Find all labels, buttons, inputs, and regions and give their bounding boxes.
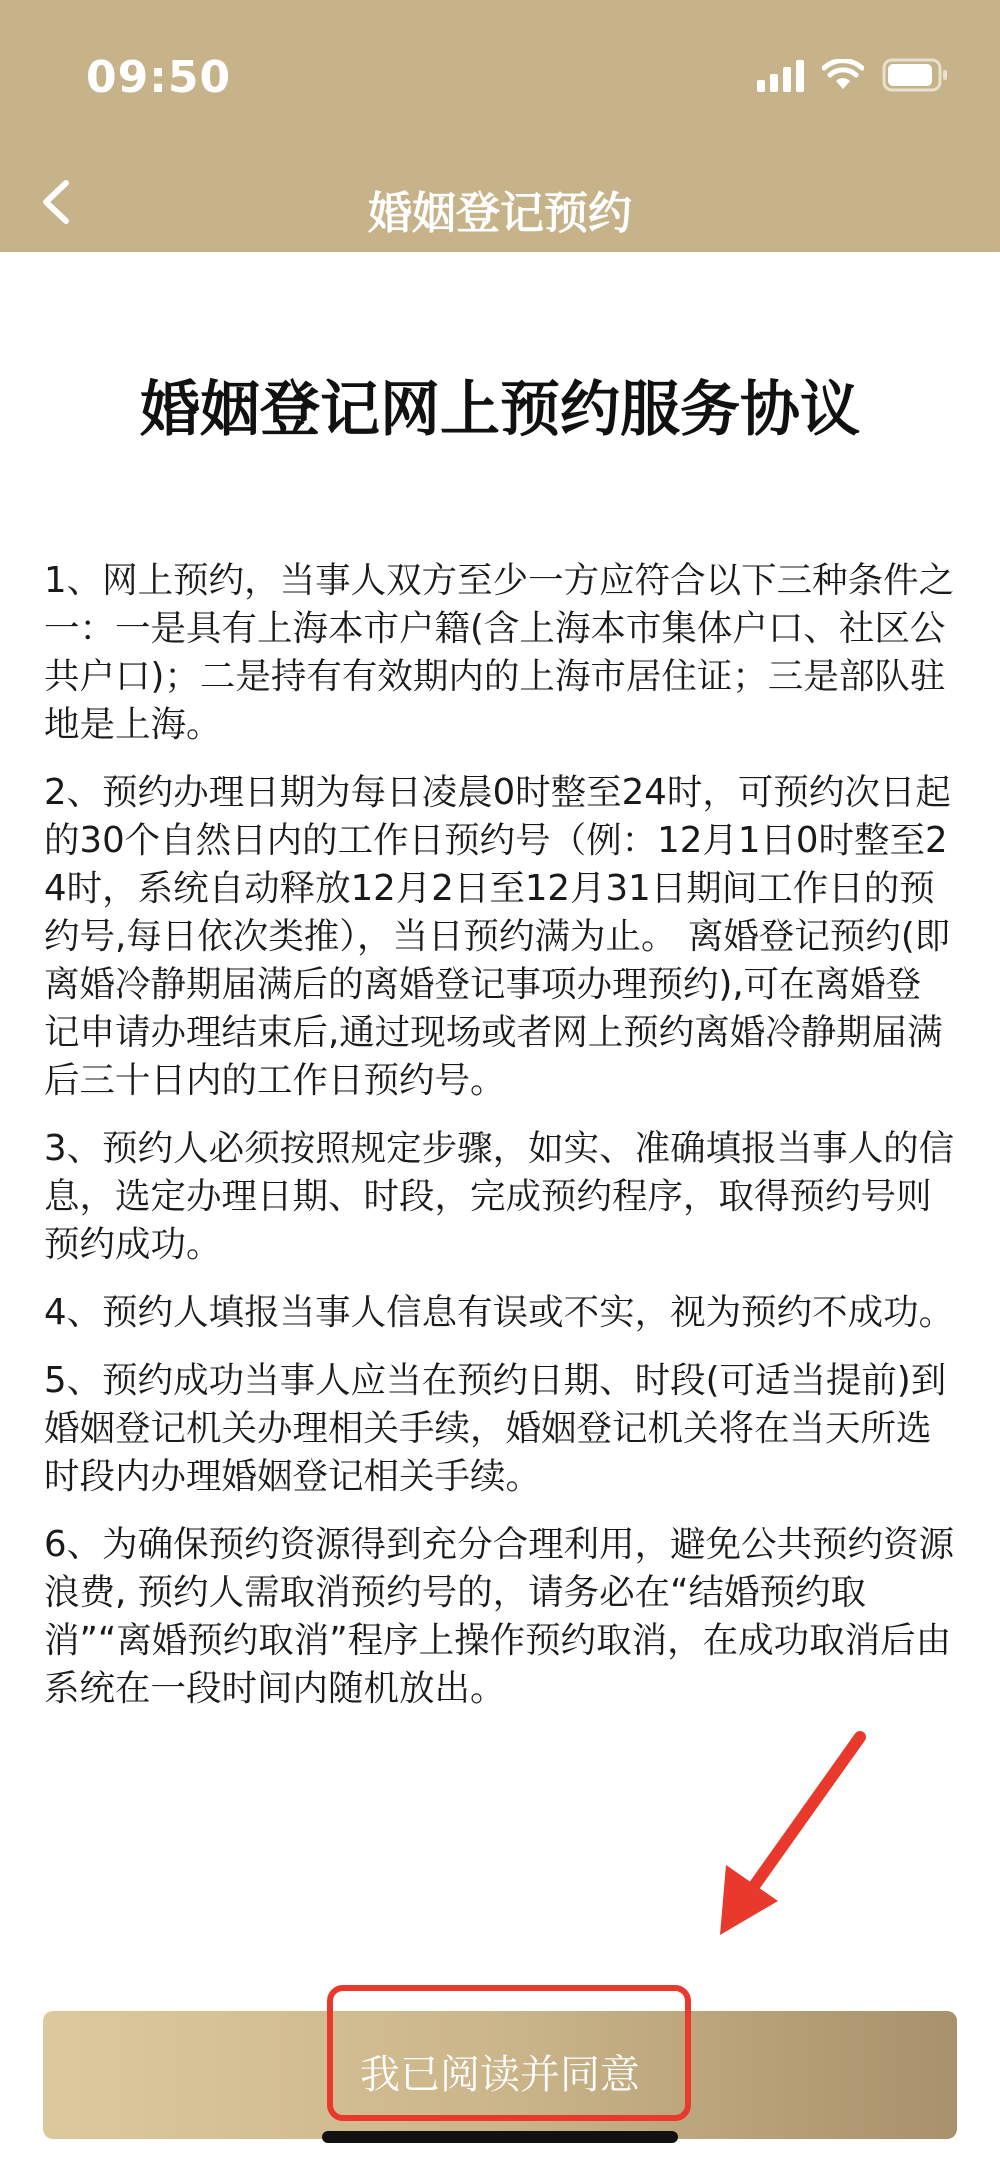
- agreement-clauses: [44, 557, 956, 1733]
- clause-1: 1、网上预约，当事人双方至少一方应符合以下三种条件之一：一是具有上海本市户籍(含上海本市集体户口、社区公共户口)；二是持有有效期内的上海市居住证；三是部队驻地是上海。: [44, 560, 955, 745]
- battery-icon: [882, 58, 948, 92]
- status-icons: [757, 58, 948, 92]
- annotation-arrow-icon: [700, 1725, 880, 1945]
- clause-2: 2、预约办理日期为每日凌晨0时整至24时，可预约次日起的30个自然日内的工作日预约号（例：12月1日0时整至24时，系统自动释放12月2日至12月31日期间工作日的预约号,每日依次类推），当日预约满为止。 离婚登记预约(即离婚冷静期届满后的离婚登记事项办理预约),可在离婚登记申请办理结束后,通过现场或者网上预约离婚冷静期届满后三十日内的工作日预约号。: [44, 772, 951, 1101]
- home-indicator: [322, 2131, 678, 2143]
- clause-3: 3、预约人必须按照规定步骤，如实、准确填报当事人的信息，选定办理日期、时段，完成预约程序，取得预约号则预约成功。: [44, 1128, 955, 1265]
- agreement-title: 婚姻登记网上预约服务协议: [140, 375, 860, 445]
- cellular-signal-icon: [757, 58, 804, 92]
- status-bar: [0, 0, 1000, 155]
- nav-bar: [0, 155, 1000, 252]
- status-time: 09:50: [86, 52, 232, 103]
- agree-button[interactable]: 我已阅读并同意: [43, 2011, 957, 2139]
- wifi-icon: [822, 59, 864, 91]
- clause-5: 5、预约成功当事人应当在预约日期、时段(可适当提前)到婚姻登记机关办理相关手续，婚姻登记机关将在当天所选时段内办理婚姻登记相关手续。: [44, 1360, 947, 1497]
- page-title: 婚姻登记预约: [368, 188, 632, 239]
- clause-6: 6、为确保预约资源得到充分合理利用，避免公共预约资源浪费, 预约人需取消预约号的，请务必在“结婚预约取消”“离婚预约取消”程序上操作预约取消，在成功取消后由系统在一段时间内随机放出。: [44, 1524, 955, 1709]
- clause-4: 4、预约人填报当事人信息有误或不实，视为预约不成功。: [44, 1292, 955, 1333]
